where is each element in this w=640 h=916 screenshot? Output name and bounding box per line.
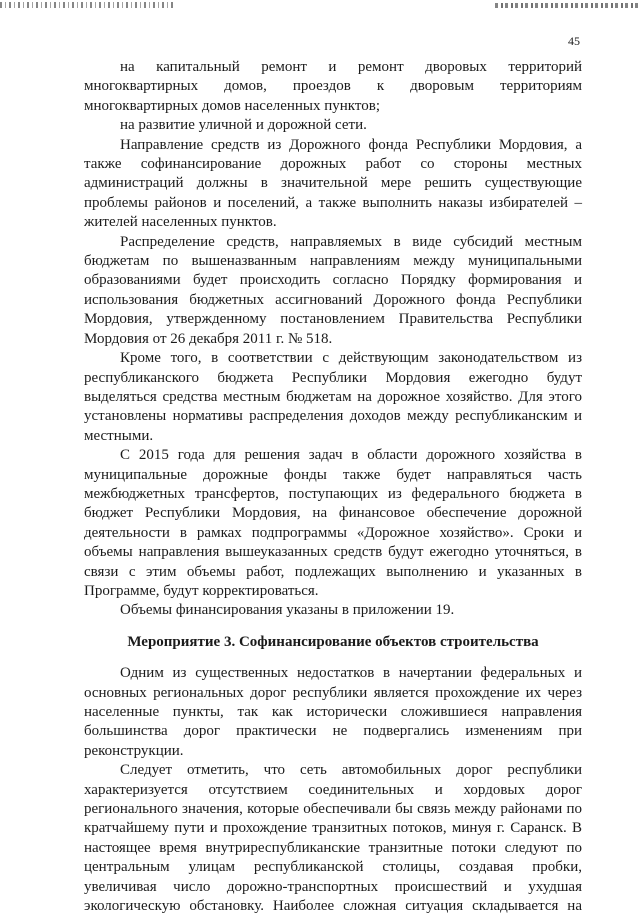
page-number: 45 — [568, 34, 580, 48]
document-body — [84, 58, 582, 916]
paragraph-street-network: на развитие уличной и дорожной сети. — [120, 117, 367, 134]
paragraph-subsidy-distribution: Распределение средств, направляемых в виде субсидий местным бюджетам по вышеназванным направлениям между муниципальными образованиями будет происходить согласно Порядку формирования и использования бюджетных ассигнований Дорожного фонда Республики Мордовия, утвержденному постановлением Правительства Республики Мордовия от 26 декабря 2011 г. № 518. — [84, 233, 582, 347]
scan-artifact-left — [0, 2, 175, 8]
section-heading: Мероприятие 3. Софинансирование объектов строительства — [127, 633, 539, 650]
paragraph-legislation-funds: Кроме того, в соответствии с действующим законодательством из республиканского бюджета Республики Мордовия ежегодно будут выделяться средства местным бюджетам на дорожное хозяйство. Для этого установлены нормативы распределения доходов между республиканским и местными. — [84, 350, 582, 444]
paragraph-financing-appendix: Объемы финансирования указаны в приложении 19. — [120, 602, 455, 619]
scan-artifact-right — [495, 3, 640, 8]
paragraph-road-fund-direction: Направление средств из Дорожного фонда Республики Мордовия, а также софинансирование дорожных работ со стороны местных администраций должны в значительной мере решить существующие проблемы районов и поселений, а также выполнить наказы избирателей – жителей населенных пунктов. — [84, 136, 582, 231]
paragraph-capital-repair: на капитальный ремонт и ремонт дворовых территорий многоквартирных домов, проездов к дворовым территориям многоквартирных домов населенных пунктов; — [84, 59, 582, 114]
paragraph-2015-transfers: С 2015 года для решения задач в области дорожного хозяйства в муниципальные дорожные фонды также будет направляться часть межбюджетных трансфертов, поступающих из федерального бюджета в бюджет Республики Мордовия, на финансовое обеспечение дорожной деятельности в рамках подпрограммы «Дорожное хозяйство». Сроки и объемы направления вышеуказанных средств будут ежегодно уточняться, в связи с этим объемы работ, подлежащих выполнению и указанных в Программе, будут корректироваться. — [84, 447, 582, 599]
paragraph-road-network-transit: Следует отметить, что сеть автомобильных дорог республики характеризуется отсутствием соединительных и хордовых дорог регионального значения, которые обеспечивали бы связь между районами по кратчайшему пути и прохождение транзитных потоков, минуя г. Саранск. В настоящее время внутриреспубликанские транзитные потоки следуют по центральным улицам республиканской столицы, создавая пробки, увеличивая число дорожно-транспортных происшествий и ухудшая экологическую обстановку. Наиболее сложная ситуация складывается на — [84, 762, 582, 915]
paragraph-road-layout-drawbacks: Одним из существенных недостатков в начертании федеральных и основных региональных дорог республики является прохождение их через населенные пункты, так как исторически сложившиеся направления большинства дорог практически не подвергались изменениям при реконструкции. — [84, 665, 582, 759]
